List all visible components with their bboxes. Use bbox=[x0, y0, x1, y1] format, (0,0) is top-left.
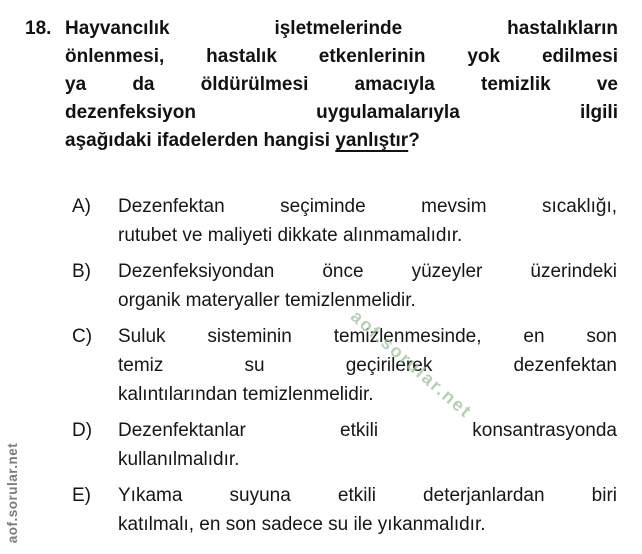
text-line: temiz su geçirilerek dezenfektan bbox=[118, 355, 617, 376]
question-number: 18. bbox=[25, 18, 52, 39]
option-row-e bbox=[72, 481, 617, 539]
question-stem bbox=[65, 15, 618, 155]
option-text-d bbox=[118, 416, 617, 474]
option-letter-b: B) bbox=[72, 261, 91, 282]
option-text-b bbox=[118, 257, 617, 315]
options-list bbox=[72, 192, 617, 546]
question-stem-lines bbox=[65, 15, 618, 127]
text-line: organik materyaller temizlenmelidir. bbox=[118, 290, 416, 311]
option-letter-c: C) bbox=[72, 326, 93, 347]
text-line: kullanılmalıdır. bbox=[118, 449, 240, 470]
option-letter-d: D) bbox=[72, 420, 93, 441]
text-line: dezenfeksiyon uygulamalarıyla ilgili bbox=[65, 102, 618, 123]
option-letter-a: A) bbox=[72, 196, 91, 217]
text-line: katılmalı, en son sadece su ile yıkanmalıdır. bbox=[118, 514, 486, 535]
option-letter-e: E) bbox=[72, 485, 91, 506]
option-text-a bbox=[118, 192, 617, 250]
question-block bbox=[25, 15, 618, 155]
option-row-d bbox=[72, 416, 617, 474]
text-line: Dezenfektan seçiminde mevsim sıcaklığı, bbox=[118, 196, 617, 217]
text-line: Yıkama suyuna etkili deterjanlardan biri bbox=[118, 485, 617, 506]
text-line: Dezenfeksiyondan önce yüzeyler üzerindeki bbox=[118, 261, 617, 282]
stem-question-mark: ? bbox=[408, 130, 420, 151]
question-stem-last-line bbox=[65, 127, 618, 155]
text-line: Dezenfektanlar etkili konsantrasyonda bbox=[118, 420, 617, 441]
text-line: Hayvancılık işletmelerinde hastalıkların bbox=[65, 18, 618, 39]
text-line: ya da öldürülmesi amacıyla temizlik ve bbox=[65, 74, 618, 95]
diagonal-watermark: aof.sorular.net bbox=[346, 306, 477, 423]
option-row-c bbox=[72, 322, 617, 409]
option-row-b bbox=[72, 257, 617, 315]
text-line: rutubet ve maliyeti dikkate alınmamalıdır. bbox=[118, 225, 463, 246]
side-watermark: aof.sorular.net bbox=[5, 442, 20, 544]
text-line: kalıntılarından temizlenmelidir. bbox=[118, 384, 374, 405]
text-line: Suluk sisteminin temizlenmesinde, en son bbox=[118, 326, 617, 347]
text-line: önlenmesi, hastalık etkenlerinin yok edilmesi bbox=[65, 46, 618, 67]
option-row-a bbox=[72, 192, 617, 250]
underlined-keyword: yanlıştır bbox=[335, 130, 409, 151]
option-text-e bbox=[118, 481, 617, 539]
stem-last-prefix: aşağıdaki ifadelerden hangisi bbox=[65, 130, 336, 151]
